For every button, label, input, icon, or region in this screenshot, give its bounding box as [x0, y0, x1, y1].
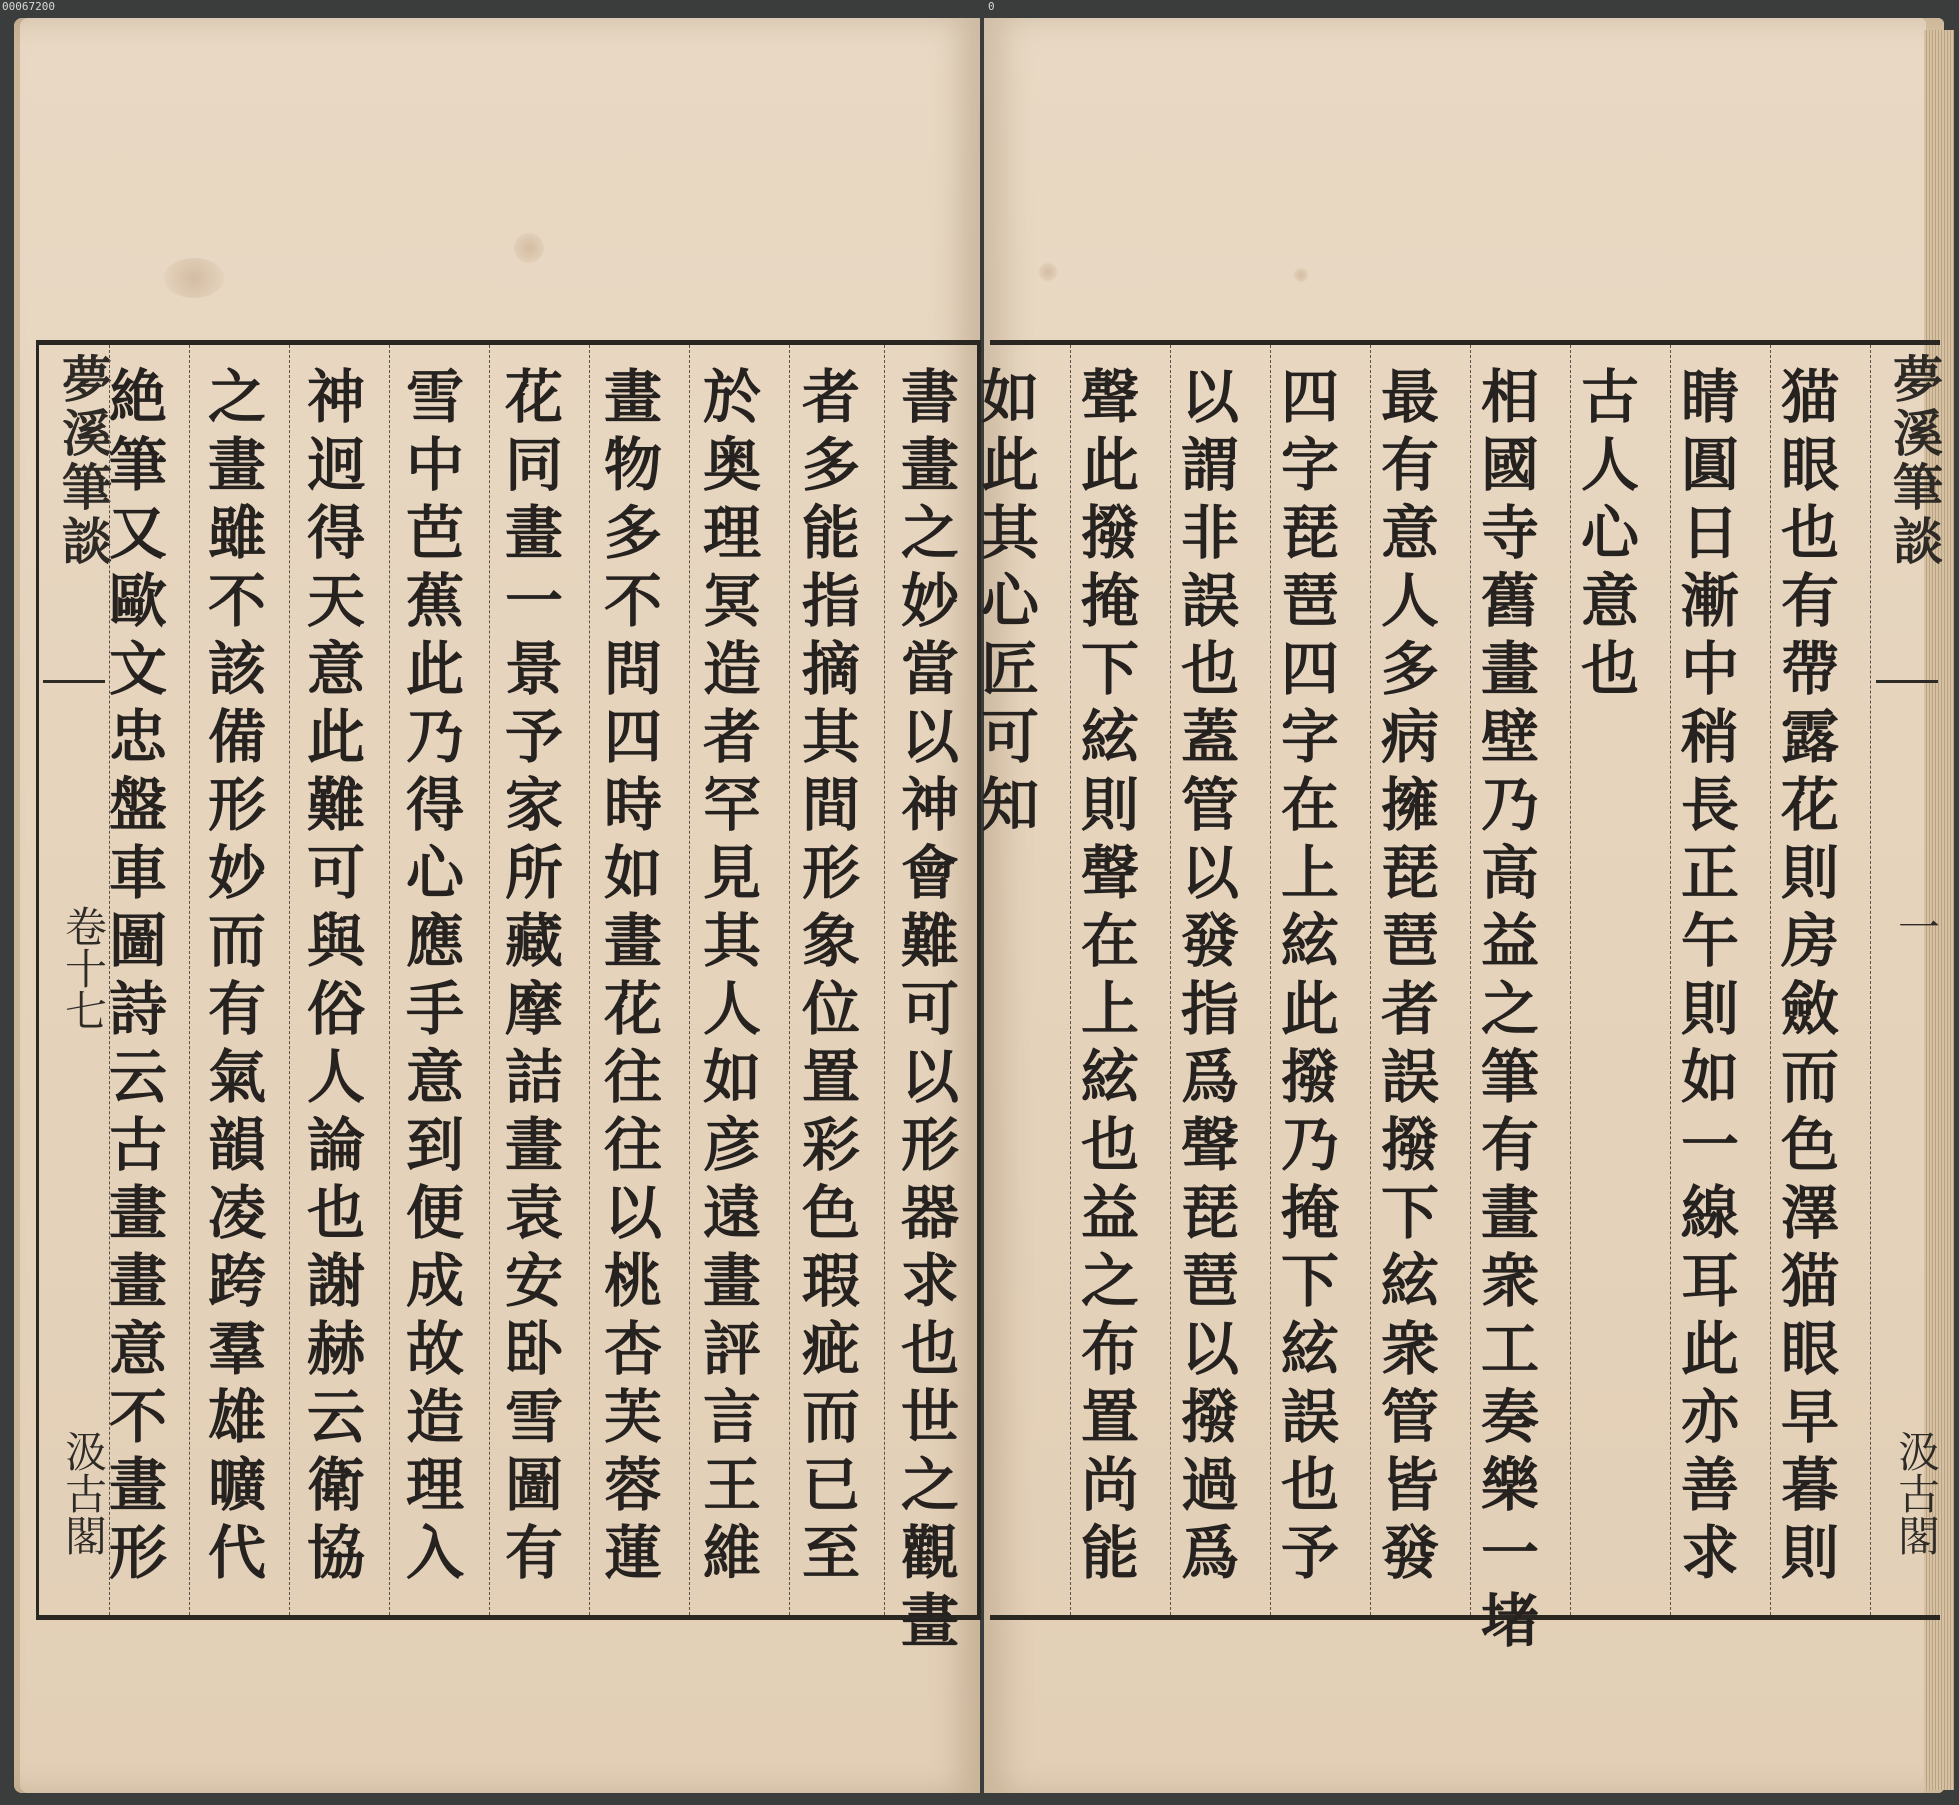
right-margin-publisher: 汲古閣	[1892, 1430, 1941, 1556]
left-print-frame	[36, 340, 981, 1655]
text-column: 於 奥 理 冥 造 者 罕 見 其 人 如 彦 遠 畫 評 言 王 維	[702, 363, 761, 1587]
right-margin-rule	[1876, 680, 1938, 683]
text-column: 之 畫 雖 不 該 備 形 妙 而 有 氣 韻 凌 跨 羣 雄 曠 代	[207, 363, 266, 1587]
column-rule	[689, 345, 690, 1615]
left-margin-rule	[43, 680, 105, 683]
right-margin-column	[1872, 345, 1942, 1615]
paper-stain	[164, 258, 224, 298]
text-column: 最 有 意 人 多 病 擁 琵 琶 者 誤 撥 下 絃 衆 管 皆 發	[1380, 363, 1439, 1587]
paper-stain	[514, 233, 544, 263]
text-column: 聲 此 撥 掩 下 絃 則 聲 在 上 絃 也 益 之 布 置 尚 能	[1080, 363, 1139, 1587]
text-column: 花 同 畫 一 景 予 家 所 藏 摩 詰 畫 袁 安 卧 雪 圖 有	[504, 363, 563, 1587]
text-column: 相 國 寺 舊 畫 壁 乃 高 益 之 筆 有 畫 衆 工 奏 樂 一 堵	[1480, 363, 1539, 1655]
text-column: 畫 物 多 不 問 四 時 如 畫 花 往 往 以 桃 杏 芙 蓉 蓮	[603, 363, 662, 1587]
text-column: 絶 筆 又 歐 文 忠 盤 車 圖 詩 云 古 畫 畫 意 不 畫 形	[108, 363, 167, 1587]
text-column: 以 謂 非 誤 也 蓋 管 以 發 指 爲 聲 琵 琶 以 撥 過 爲	[1180, 363, 1239, 1587]
column-rule	[289, 345, 290, 1615]
text-column: 古 人 心 意 也	[1580, 363, 1639, 703]
scan-id-label-2: 0	[988, 0, 995, 13]
text-column: 者 多 能 指 摘 其 間 形 象 位 置 彩 色 瑕 疵 而 已 至	[801, 363, 860, 1587]
column-rule	[789, 345, 790, 1615]
text-column: 四 字 琵 琶 四 字 在 上 絃 此 撥 乃 掩 下 絃 誤 也 予	[1280, 363, 1339, 1587]
left-margin-volume: 卷十七	[59, 905, 108, 1031]
column-rule	[389, 345, 390, 1615]
text-column: 猫 眼 也 有 帶 露 花 則 房 斂 而 色 澤 猫 眼 早 暮 則	[1780, 363, 1839, 1587]
text-column: 雪 中 芭 蕉 此 乃 得 心 應 手 意 到 便 成 故 造 理 入	[405, 363, 464, 1587]
left-margin-title: 夢溪筆談	[54, 353, 113, 569]
scan-id-label: 00067200	[2, 0, 55, 13]
column-rule	[589, 345, 590, 1615]
paper-stain	[1039, 263, 1057, 281]
text-column: 神 迥 得 天 意 此 難 可 與 俗 人 論 也 謝 赫 云 衛 協	[306, 363, 365, 1587]
column-rule	[489, 345, 490, 1615]
text-column: 書 畫 之 妙 當 以 神 會 難 可 以 形 器 求 也 世 之 觀 畫	[900, 363, 959, 1655]
column-rule	[1870, 345, 1871, 1615]
paper-stain	[1294, 268, 1308, 282]
text-column: 睛 圓 日 漸 中 稍 長 正 午 則 如 一 線 耳 此 亦 善 求	[1680, 363, 1739, 1587]
right-margin-folio: 一	[1892, 905, 1941, 947]
right-margin-title: 夢溪筆談	[1885, 353, 1944, 569]
text-column: 如 此 其 心 匠 可 知	[980, 363, 1039, 839]
column-rule	[189, 345, 190, 1615]
column-rule	[884, 345, 885, 1615]
right-print-frame	[980, 340, 1944, 1655]
left-margin-publisher: 汲古閣	[59, 1430, 108, 1556]
